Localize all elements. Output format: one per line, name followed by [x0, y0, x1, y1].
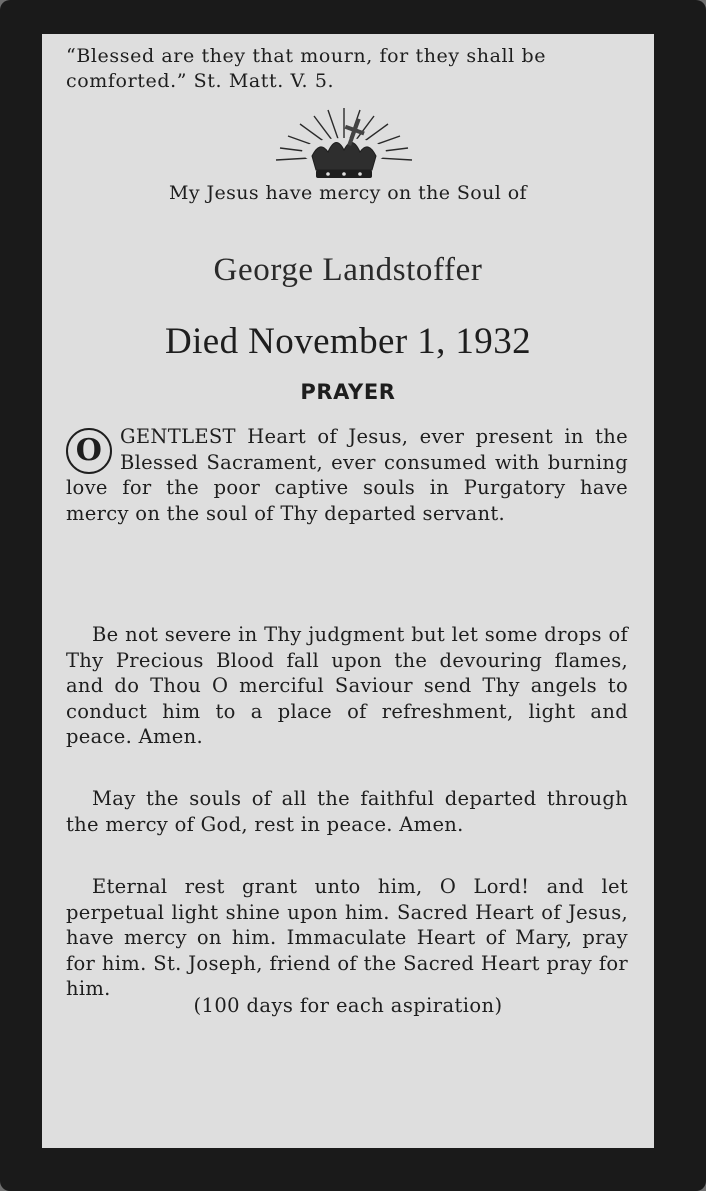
date-of-death: Died November 1, 1932: [165, 321, 531, 362]
prayer-heading: PRAYER: [300, 380, 396, 404]
mercy-line: My Jesus have mercy on the Soul of: [169, 182, 527, 204]
scripture-verse: “Blessed are they that mourn, for they shall be comforted.” St. Matt. V. 5.: [66, 45, 547, 92]
prayer-paragraph-3: May the souls of all the faithful departed through the mercy of God, rest in peace. Amen.: [66, 787, 628, 836]
prayer-paragraph-1: [66, 424, 628, 526]
indulgence-note: (100 days for each aspiration): [193, 994, 503, 1017]
dropcap-letter: O: [66, 428, 112, 474]
deceased-name: George Landstoffer: [213, 252, 483, 288]
card-panel: [42, 34, 654, 1148]
prayer-paragraph-4: Eternal rest grant unto him, O Lord! and let perpetual light shine upon him. Sacred Heart of Jesus, have mercy on him. Immaculate Heart of Mary, pray for him. St. Joseph, friend of the Sacred Heart pray for him.: [66, 875, 628, 1000]
radiant-crown-with-cross-icon: [264, 104, 424, 194]
paragraph-1-text: GENTLEST Heart of Jesus, ever present in the Blessed Sacrament, ever consumed with burning love for the poor captive souls in Purgatory have mercy on the soul of Thy departed servant.: [66, 425, 628, 525]
prayer-paragraph-2: Be not severe in Thy judgment but let some drops of Thy Precious Blood fall upon the devouring flames, and do Thou O merciful Saviour send Thy angels to conduct him to a place of refreshment, light and peace. Amen.: [66, 623, 628, 748]
